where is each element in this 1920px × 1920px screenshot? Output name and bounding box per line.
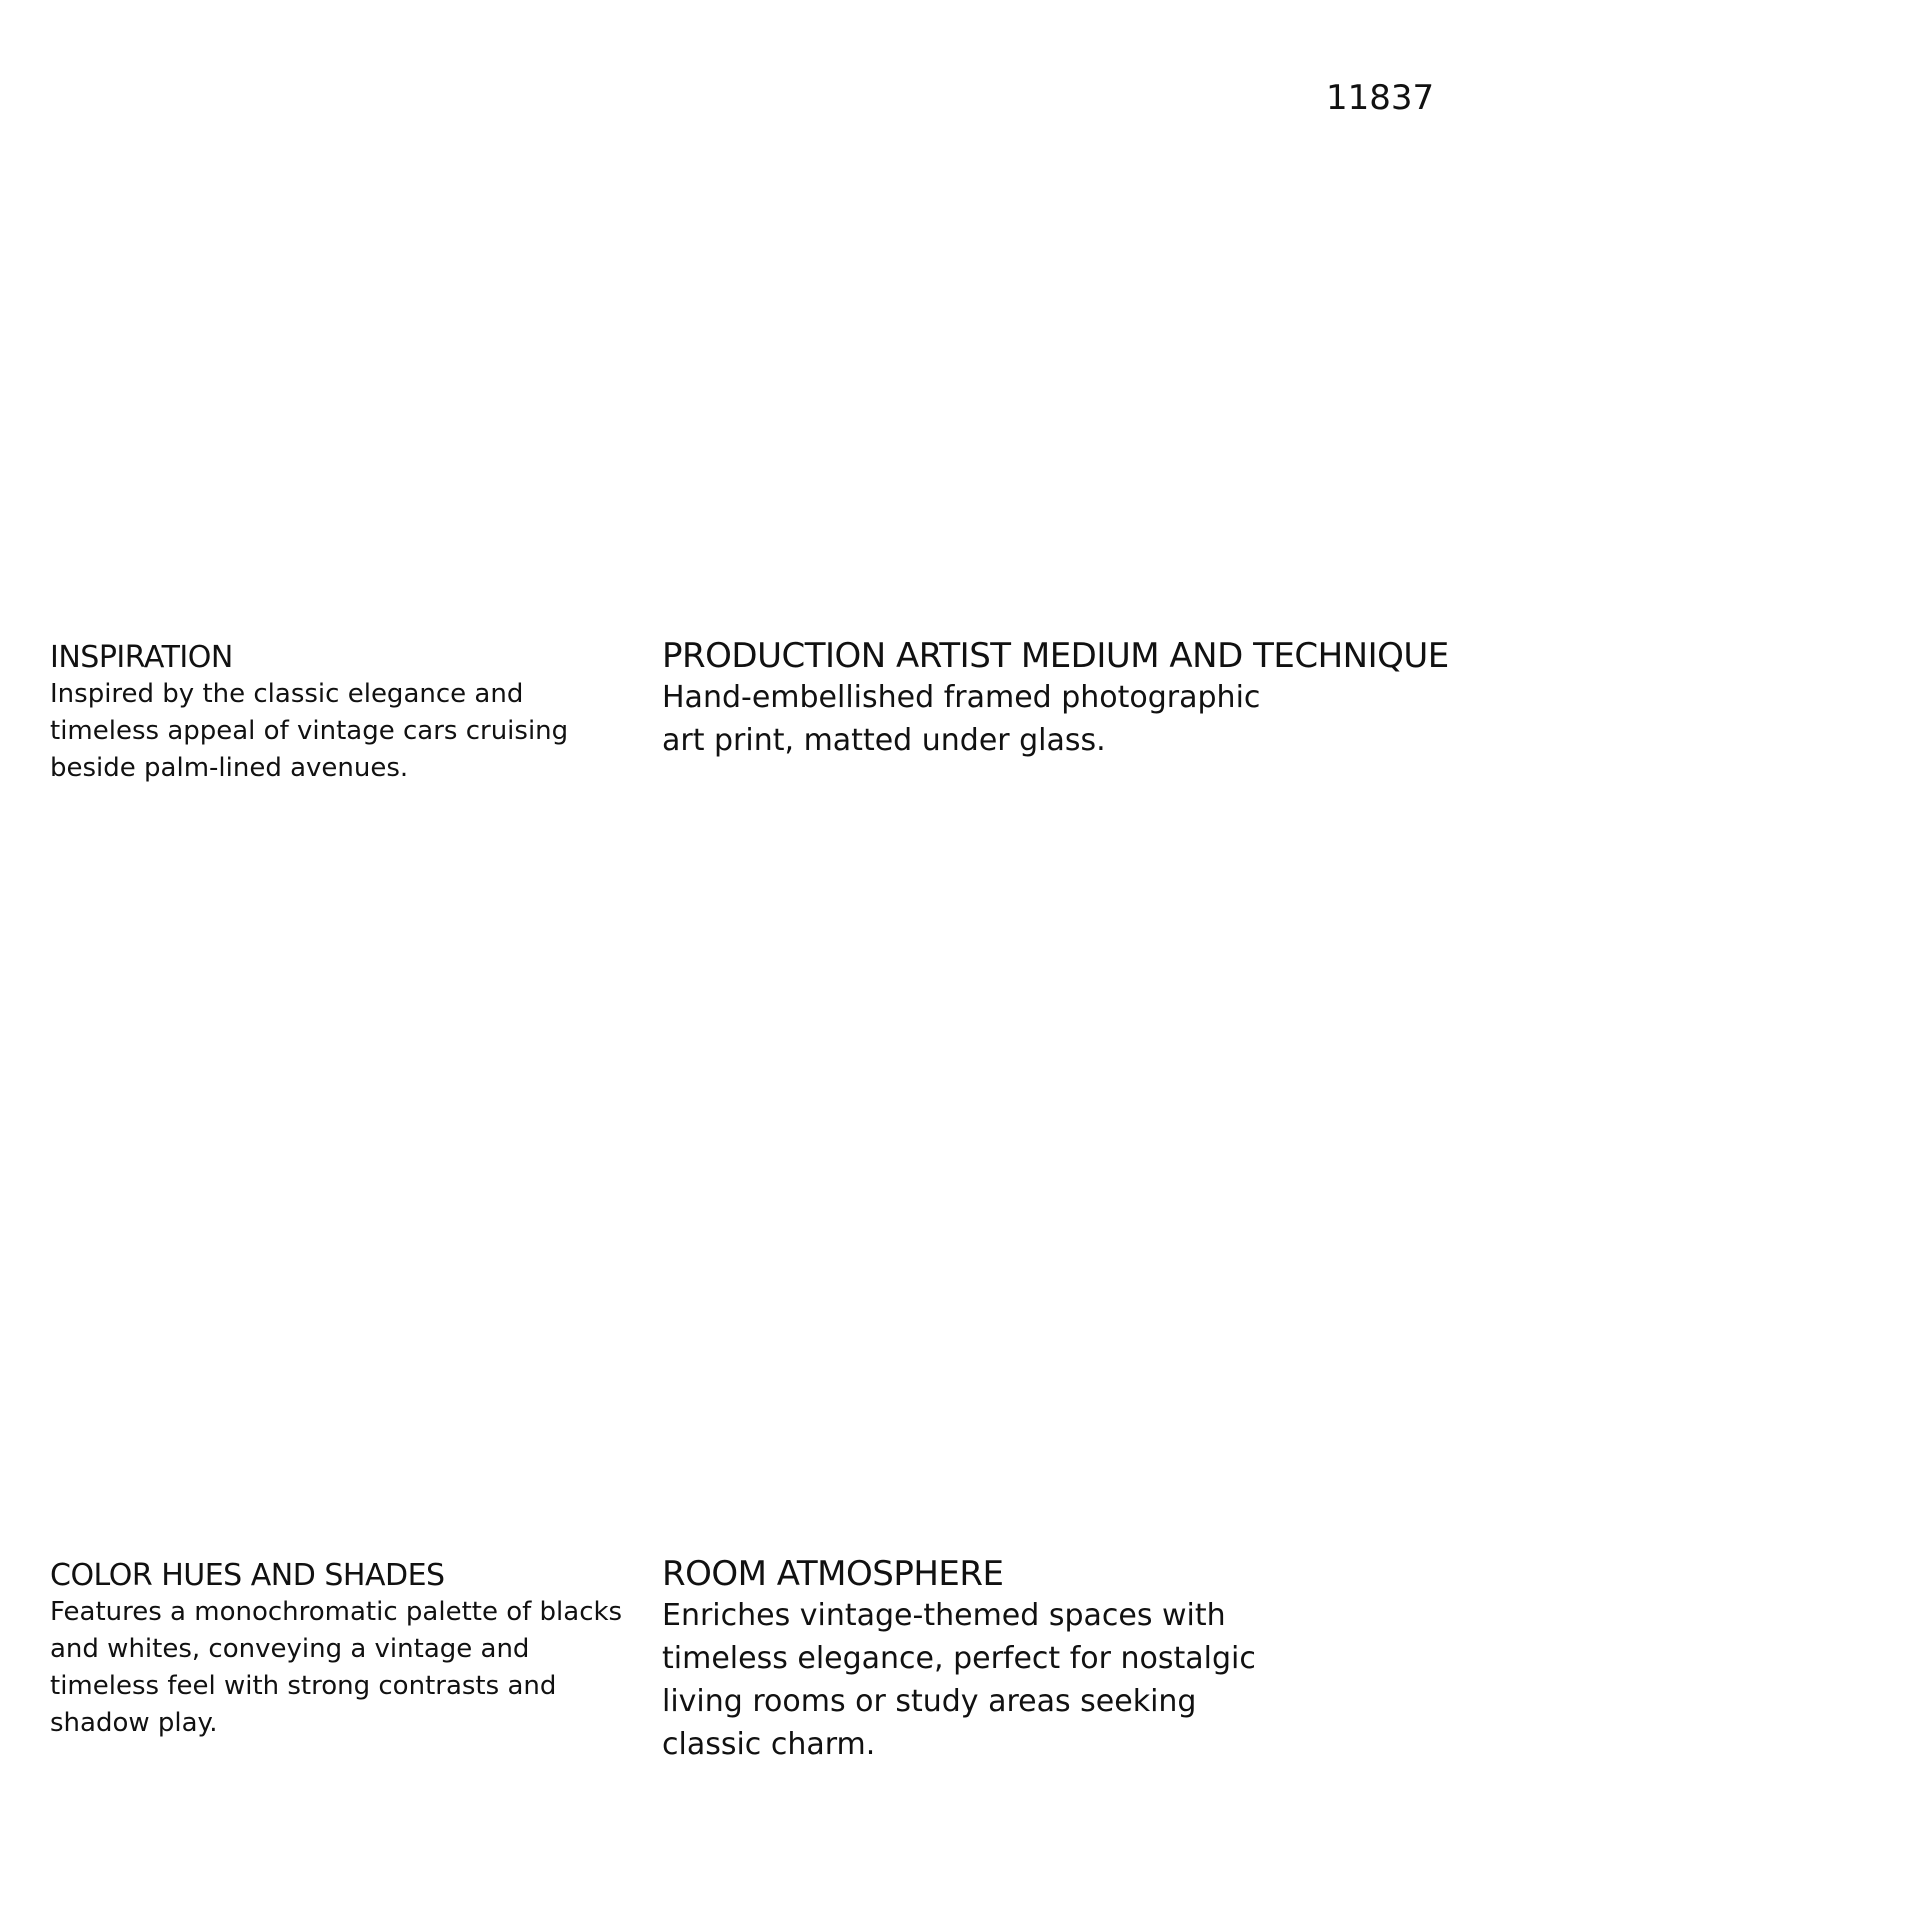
- product-code: 11837: [1326, 78, 1435, 118]
- room-atmosphere-text: Enriches vintage-themed spaces with timeless elegance, perfect for nostalgic living rooms or study areas seeking classic charm.: [662, 1598, 1256, 1762]
- inspiration-heading: INSPIRATION: [50, 640, 233, 675]
- medium-technique-section: [662, 636, 1482, 762]
- medium-technique-heading: PRODUCTION ARTIST MEDIUM AND TECHNIQUE: [662, 636, 1449, 676]
- room-atmosphere-heading: ROOM ATMOSPHERE: [662, 1554, 1004, 1594]
- inspiration-section: [50, 640, 640, 787]
- color-hues-section: [50, 1558, 640, 1742]
- medium-technique-text: Hand-embellished framed photographic art print, matted under glass.: [662, 680, 1261, 758]
- inspiration-text: Inspired by the classic elegance and timeless appeal of vintage cars cruising beside palm-lined avenues.: [50, 679, 569, 783]
- room-atmosphere-section: [662, 1554, 1262, 1766]
- color-hues-heading: COLOR HUES AND SHADES: [50, 1558, 445, 1593]
- color-hues-text: Features a monochromatic palette of blacks and whites, conveying a vintage and timeless feel with strong contrasts and shadow play.: [50, 1597, 623, 1738]
